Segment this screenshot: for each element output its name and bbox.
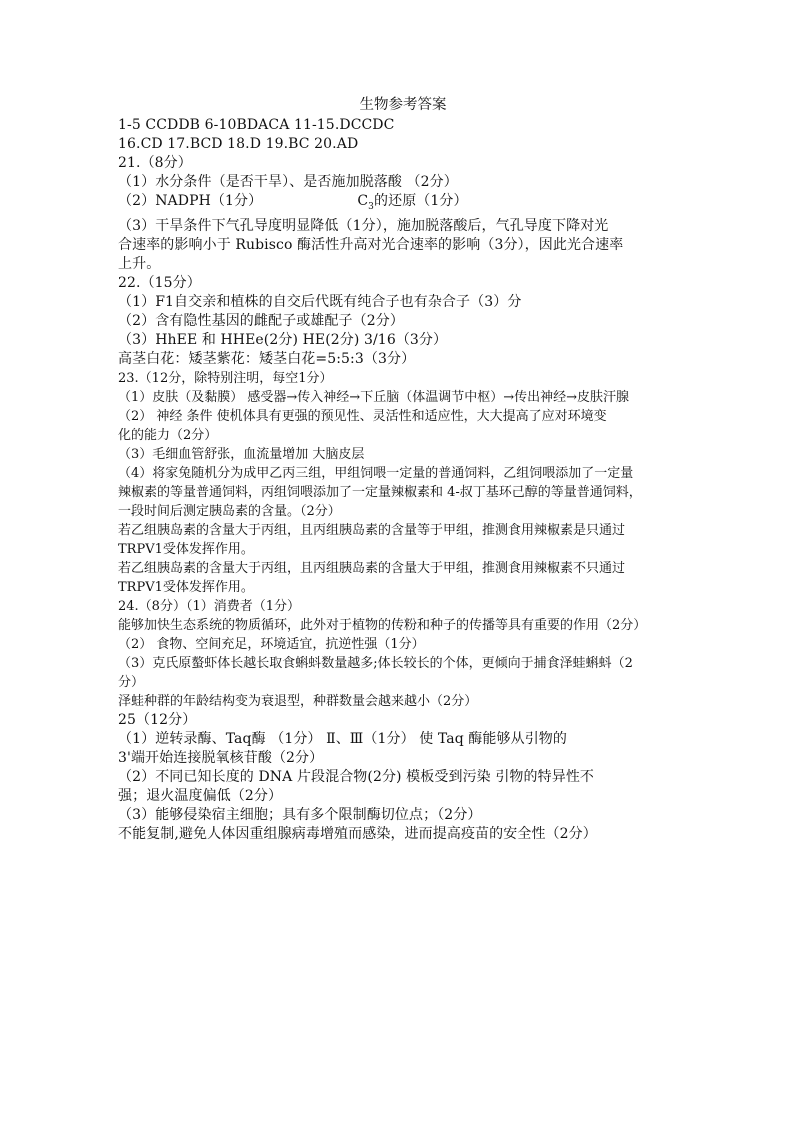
q23-part2-line1: （2） 神经 条件 使机体具有更强的预见性、灵活性和适应性，大大提高了应对环境变 [118,408,607,424]
q25-part2-line1: （2）不同已知长度的 DNA 片段混合物(2分) 模板受到污染 引物的特异性不 [118,768,595,785]
q21-part3-line1: （3）干旱条件下气孔导度明显降低（1分），施加脱落酸后，气孔导度下降对光 [118,217,609,234]
q23-result2-line1: 若乙组胰岛素的含量大于丙组，且丙组胰岛素的含量大于甲组，推测食用辣椒素不只通过 [118,560,626,576]
q23-part4-line1: （4）将家兔随机分为成甲乙丙三组，甲组饲喂一定量的普通饲料，乙组饲喂添加了一定量 [118,465,634,481]
q24-part3-line3: 泽蛙种群的年龄结构变为衰退型，种群数量会越来越小（2分） [118,693,478,709]
q22-part3: （3）HhEE 和 HHEe(2分) HE(2分) 3/16（3分） [118,331,448,348]
q21-part3-line3: 上升。 [118,255,161,272]
answers-16-20: 16.CD 17.BCD 18.D 19.BC 20.AD [118,136,359,152]
q24-part1-reason: 能够加快生态系统的物质循环，此外对于植物的传粉和种子的传播等具有重要的作用（2分） [118,617,647,633]
q21-part2-c: C [357,193,369,209]
q21-part1: （1）水分条件（是否干旱）、是否施加脱落酸 （2分） [118,174,458,190]
q25-part2-line2: 强；退火温度偏低（2分） [118,787,283,804]
q23-part2-line2: 化的能力（2分） [118,427,218,443]
answer-sheet [118,96,688,844]
q23-heading: 23.（12分，除特别注明，每空1分） [118,370,333,386]
q23-result1-line2: TRPV1受体发挥作用。 [118,541,254,557]
q25-part3: （3）能够侵染宿主细胞；具有多个限制酶切位点；（2分） [118,806,482,823]
q25-part1-line1: （1）逆转录酶、Taq酶 （1分） Ⅱ、Ⅲ（1分） 使 Taq 酶能够从引物的 [118,730,568,747]
q21-part3-line2: 合速率的影响小于 Rubisco 酶活性升高对光合速率的影响（3分），因此光合速率 [118,236,624,253]
q25-part3-line2: 不能复制,避免人体因重组腺病毒增殖而感染，进而提高疫苗的安全性（2分） [118,825,597,842]
q25-heading: 25（12分） [118,711,197,728]
q25-part1-line2: 3'端开始连接脱氧核苷酸（2分） [118,749,324,766]
q21-heading: 21.（8分） [118,155,192,171]
q22-ratio: 高茎白花：矮茎紫花：矮茎白花=5:5:3（3分） [118,350,416,367]
answers-1-15: 1-5 CCDDB 6-10BDACA 11-15.DCCDC [118,117,395,133]
q23-part1: （1）皮肤（及黏膜） 感受器→传入神经→下丘脑（体温调节中枢）→传出神经→皮肤汗腺 [118,389,629,405]
q24-part2: （2） 食物、空间充足，环境适宜，抗逆性强（1分） [118,636,425,652]
q21-part2 [118,192,688,217]
page-title: 生物参考答案 [359,97,447,113]
q22-part1: （1）F1自交亲和植株的自交后代既有纯合子也有杂合子（3）分 [118,293,522,310]
q23-part4-line2: 辣椒素的等量普通饲料，丙组饲喂添加了一定量辣椒素和 4-叔丁基环己醇的等量普通饲料， [118,484,642,500]
q21-part2-sub: 3 [368,201,374,212]
q21-part2-a: （2）NADPH（1分） [118,193,263,209]
q24-heading: 24.（8分）（1）消费者（1分） [118,598,300,614]
q23-result2-line2: TRPV1受体发挥作用。 [118,579,254,595]
q23-part3: （3）毛细血管舒张，血流量增加 大脑皮层 [118,446,365,462]
q23-result1-line1: 若乙组胰岛素的含量大于丙组，且丙组胰岛素的含量等于甲组，推测食用辣椒素是只通过 [118,522,626,538]
q24-part3-line2: 分） [118,674,145,690]
q22-part2: （2）含有隐性基因的雌配子或雄配子（2分） [118,312,404,329]
q21-part2-b: 的还原（1分） [374,193,468,209]
q23-part4-line3: 一段时间后测定胰岛素的含量。（2分） [118,503,341,519]
q22-heading: 22.（15分） [118,274,201,291]
q24-part3-line1: （3）克氏原螯虾体长越长取食蝌蚪数量越多;体长较长的个体，更倾向于捕食泽蛙蝌蚪（2 [118,655,633,671]
